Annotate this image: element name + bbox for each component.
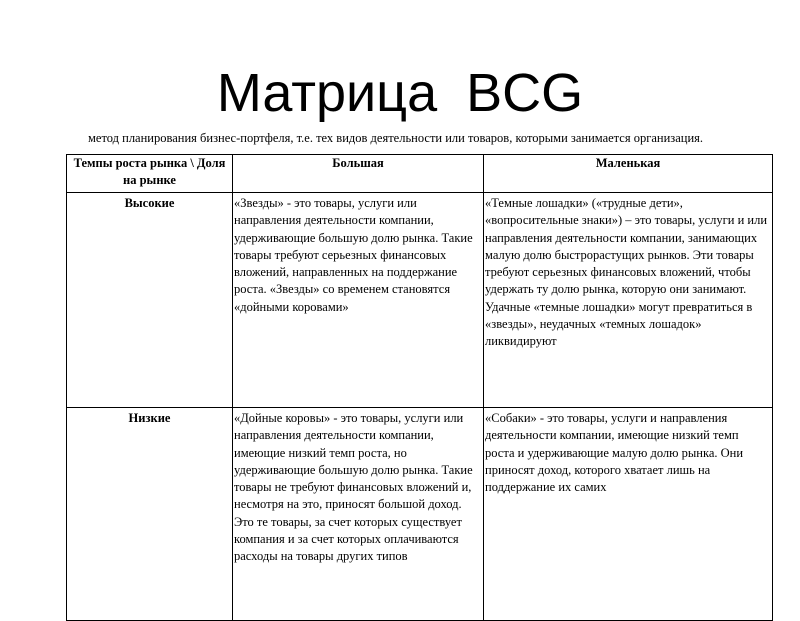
table-row-high-growth — [67, 193, 773, 408]
slide-title: Матрица BCG — [216, 63, 584, 123]
header-large-share: Большая — [233, 155, 484, 193]
row-label-high: Высокие — [67, 193, 233, 408]
bcg-matrix-table — [66, 154, 773, 621]
cell-question-marks: «Темные лошадки» («трудные дети», «вопросительные знаки») – это товары, услуги и или направления деятельности компании, занимающих малую долю быстрорастущих рынков. Эти товары требуют серьезных финансовых вложений, чтобы удержать ту долю рынка, которую они занимают. Удачные «темные лошадки» могут превратиться в «звезды», неудачных «темных лошадок» ликвидируют — [484, 193, 773, 408]
header-small-share: Маленькая — [484, 155, 773, 193]
row-label-low: Низкие — [67, 408, 233, 621]
cell-stars: «Звезды» - это товары, услуги или направления деятельности компании, удерживающие большую долю рынка. Такие товары требуют серьезных финансовых вложений, направленных на поддержание роста. «Звезды» со временем становятся «дойными коровами» — [233, 193, 484, 408]
table-header-row — [67, 155, 773, 193]
cell-cash-cows: «Дойные коровы» - это товары, услуги или направления деятельности компании, имеющие низкий темп роста, но удерживающие большую долю рынка. Такие товары не требуют финансовых вложений и, несмотря на это, приносят большой доход. Это те товары, за счет которых существует компания и за счет которых оплачиваются расходы на товары других типов — [233, 408, 484, 621]
header-corner-cell: Темпы роста рынка \ Доля на рынке — [67, 155, 233, 193]
slide-subtitle: метод планирования бизнес-портфеля, т.е. тех видов деятельности или товаров, которыми занимается организация. — [88, 131, 704, 145]
table-row-low-growth — [67, 408, 773, 621]
cell-dogs: «Собаки» - это товары, услуги и направления деятельности компании, имеющие низкий темп роста и удерживающие малую долю рынка. Они приносят доход, которого хватает лишь на поддержание их самих — [484, 408, 773, 621]
